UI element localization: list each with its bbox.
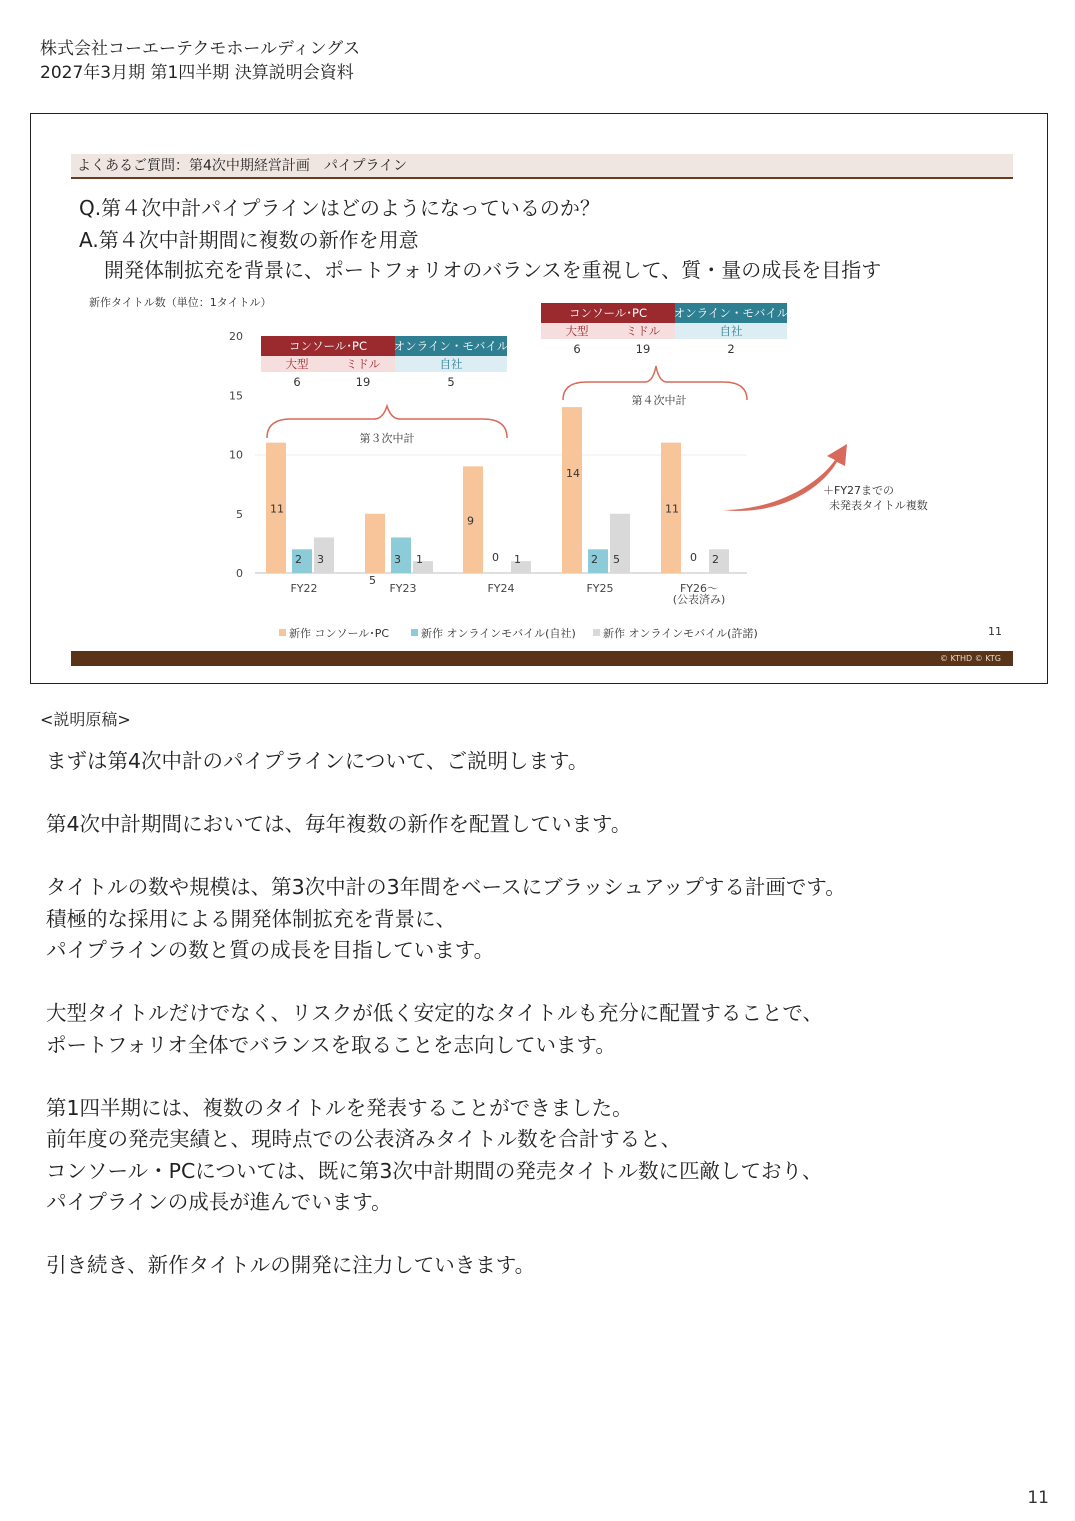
table-sub-large: 大型: [285, 357, 309, 371]
table-sub-middle: ミドル: [345, 357, 381, 371]
bar-value-label: 1: [416, 553, 423, 566]
notes-label: <説明原稿>: [40, 710, 131, 729]
legend-label: 新作 コンソール･PC: [289, 627, 390, 640]
bar-value-label: 2: [295, 553, 302, 566]
script-line: ポートフォリオ全体でバランスを取ることを志向しています。: [46, 1032, 616, 1057]
script-line: まずは第4次中計のパイプラインについて、ご説明します。: [46, 749, 589, 773]
script-line: 積極的な採用による開発体制拡充を背景に、: [46, 906, 456, 931]
x-tick-label: FY26〜: [679, 582, 719, 595]
bar-value-label: 5: [369, 573, 376, 587]
y-tick-label: 15: [229, 389, 243, 403]
bar-value-label: 11: [665, 502, 679, 516]
bar-value-label: 3: [394, 553, 401, 566]
legend-label: 新作 オンラインモバイル(許諾): [603, 627, 758, 640]
summary-table-plan4: [541, 303, 789, 356]
slide-page-number: 11: [988, 625, 1002, 638]
company-name: 株式会社コーエーテクモホールディングス: [40, 39, 361, 59]
y-axis-ticks: [229, 330, 243, 580]
plan4-label: 第４次中計: [631, 394, 687, 407]
table-header-online-label: オンライン・モバイル: [673, 306, 789, 320]
table-sub-middle: ミドル: [625, 324, 661, 338]
bar-value-label: 2: [591, 553, 598, 566]
document-header: [40, 37, 360, 85]
page-number: 11: [1027, 1488, 1049, 1508]
table-header-online-label: オンライン・モバイル: [393, 339, 509, 353]
bar-value-label: 11: [270, 502, 284, 516]
script-line: 大型タイトルだけでなく、リスクが低く安定的なタイトルも充分に配置することで、: [46, 1001, 823, 1025]
legend-swatch: [279, 629, 286, 636]
y-tick-label: 5: [236, 507, 243, 521]
explanation-script: [46, 746, 1036, 1282]
bar-FY23-series1: [365, 514, 385, 573]
table-value-middle: 19: [355, 375, 371, 389]
script-blank-line: [46, 841, 1036, 873]
bar-value-label: 1: [514, 553, 521, 566]
legend-swatch: [411, 629, 418, 636]
bar-value-label: 2: [712, 553, 719, 566]
summary-table-plan3: [261, 336, 509, 389]
table-sub-own: 自社: [719, 324, 743, 338]
copyright-text: © KTHD © KTG: [939, 654, 1001, 663]
document-title: 2027年3月期 第1四半期 決算説明会資料: [40, 63, 354, 83]
script-line: 引き続き、新作タイトルの開発に注力していきます。: [46, 1253, 536, 1277]
bar-value-label: 0: [690, 551, 697, 564]
arrow-note-line2: 未発表タイトル複数: [829, 499, 928, 512]
table-header-console-label: コンソール･PC: [569, 306, 647, 320]
bar-value-label: 0: [492, 551, 499, 564]
table-sub-own: 自社: [439, 357, 463, 371]
chart-legend: [279, 626, 758, 640]
answer-line-1: A.第４次中計期間に複数の新作を用意: [79, 228, 419, 252]
plan3-label: 第３次中計: [359, 432, 415, 445]
script-line: パイプラインの数と質の成長を目指しています。: [46, 938, 495, 962]
slide-footer-bar: [71, 651, 1013, 666]
x-axis-tick-labels: [290, 582, 725, 606]
question-text: Q.第４次中計パイプラインはどのようになっているのか？: [79, 196, 600, 220]
arrow-note-line1: ＋FY27までの: [823, 484, 895, 497]
answer-line-2: 開発体制拡充を背景に、ポートフォリオのバランスを重視して、質・量の成長を目指す: [104, 258, 882, 282]
table-value-middle: 19: [635, 342, 651, 356]
x-tick-label: FY24: [487, 582, 515, 595]
table-value-own: 2: [727, 342, 735, 356]
unit-label: 新作タイトル数（単位：1タイトル）: [89, 296, 272, 309]
script-blank-line: [46, 1219, 1036, 1251]
script-line: コンソール・PCについては、既に第3次中計期間の発売タイトル数に匹敵しており、: [46, 1158, 823, 1183]
bar-value-label: 9: [467, 514, 474, 528]
bar-marks: [266, 407, 729, 587]
table-sub-large: 大型: [565, 324, 589, 338]
script-blank-line: [46, 778, 1036, 810]
script-line: 前年度の発売実績と、現時点での公表済みタイトル数を合計すると、: [46, 1127, 682, 1151]
x-tick-label: FY22: [290, 582, 318, 595]
slide-frame: [30, 113, 1048, 684]
script-line: 第1四半期には、複数のタイトルを発表することができました。: [46, 1095, 633, 1120]
y-tick-label: 0: [236, 567, 243, 580]
pipeline-bar-chart: [31, 114, 1047, 683]
legend-swatch: [593, 629, 600, 636]
table-value-own: 5: [447, 375, 455, 389]
y-tick-label: 20: [229, 330, 243, 343]
bar-value-label: 3: [317, 553, 324, 566]
bar-value-label: 5: [613, 553, 620, 566]
bar-value-label: 14: [566, 467, 580, 481]
script-line: 第4次中計期間においては、毎年複数の新作を配置しています。: [46, 812, 632, 836]
table-value-large: 6: [293, 375, 301, 389]
legend-label: 新作 オンラインモバイル(自社): [421, 627, 576, 640]
slide-title: よくあるご質問：第4次中期経営計画 パイプライン: [71, 154, 1013, 178]
script-line: タイトルの数や規模は、第3次中計の3年間をベースにブラッシュアップする計画です。: [46, 875, 846, 899]
y-tick-label: 10: [229, 448, 243, 462]
bar-FY25-series1: [562, 407, 582, 573]
x-tick-label: FY25: [586, 582, 614, 595]
table-value-large: 6: [573, 342, 581, 356]
script-line: パイプラインの成長が進んでいます。: [46, 1190, 392, 1214]
table-header-console-label: コンソール･PC: [289, 339, 367, 353]
script-blank-line: [46, 1061, 1036, 1093]
x-tick-label: FY23: [389, 582, 417, 595]
x-tick-label: (公表済み): [672, 593, 726, 606]
script-blank-line: [46, 967, 1036, 999]
